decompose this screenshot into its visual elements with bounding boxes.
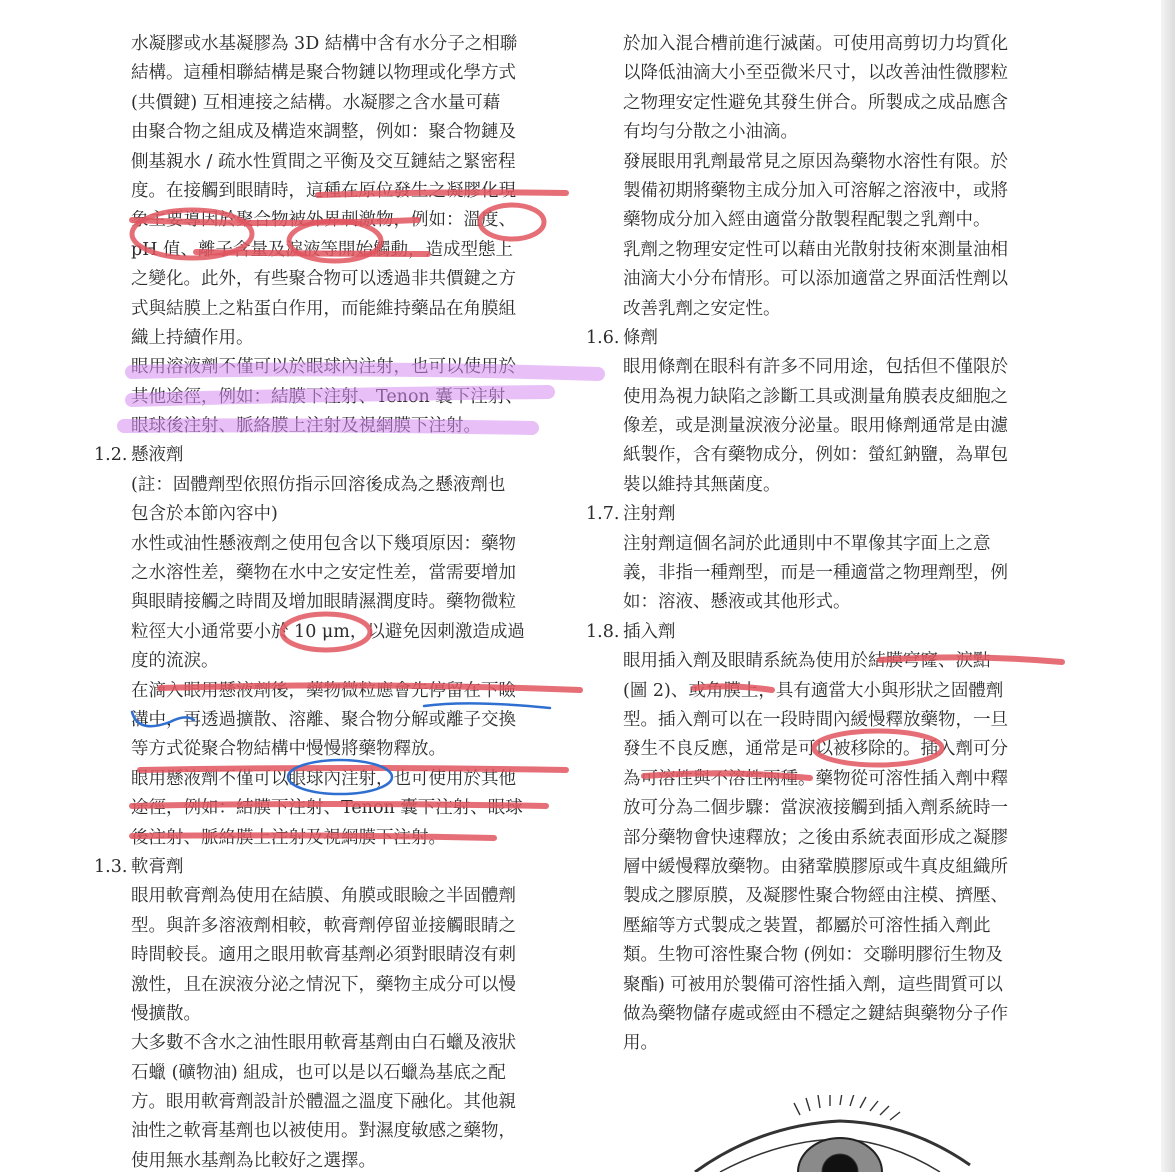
- text-line: 眼球後注射、脈絡膜上注射及視網膜下注射。: [131, 416, 481, 437]
- text-line: 後注射、脈絡膜上注射及視網膜下注射。: [131, 827, 446, 848]
- text-line: (註：固體劑型依照仿指示回溶後成為之懸液劑也: [131, 474, 506, 495]
- section-title: 條劑: [623, 327, 658, 348]
- right-column: [586, 30, 1046, 1059]
- text-line: (共價鍵) 互相連接之結構。水凝膠之含水量可藉: [131, 92, 501, 113]
- text-line: 粒徑大小通常要小於 10 μm，以避免因刺激造成過: [131, 621, 525, 642]
- text-line: 做為藥物儲存處或經由不穩定之鍵結與藥物分子作: [623, 1003, 1008, 1024]
- text-line: 於加入混合槽前進行滅菌。可使用高剪切力均質化: [623, 34, 1008, 54]
- text-line: 如：溶液、懸液或其他形式。: [623, 592, 851, 613]
- text-line: 之變化。此外，有些聚合物可以透過非共價鍵之方: [131, 269, 516, 290]
- text-line: 等方式從聚合物結構中慢慢將藥物釋放。: [131, 739, 446, 760]
- section-title: 注射劑: [623, 504, 676, 525]
- text-line: 途徑，例如：結膜下注射、Tenon 囊下注射、眼球: [131, 798, 523, 819]
- text-line: 眼用插入劑及眼睛系統為使用於結膜穹窿、淚點: [623, 651, 991, 672]
- text-line: 眼用溶液劑不僅可以於眼球內注射，也可以使用於: [131, 357, 516, 378]
- text-line: 側基親水 / 疏水性質間之平衡及交互鏈結之緊密程: [131, 151, 516, 172]
- section-number: 1.7.: [586, 504, 620, 525]
- text-line: 紙製作，含有藥物成分，例如：螢紅鈉鹽，為單包: [623, 445, 1008, 466]
- text-line: 油性之軟膏基劑也以被使用。對濕度敏感之藥物，: [131, 1121, 516, 1142]
- text-line: 油滴大小分布情形。可以添加適當之界面活性劑以: [623, 269, 1008, 290]
- text-line: 織上持續作用。: [131, 327, 254, 348]
- text-line: 眼用懸液劑不僅可以眼球內注射，也可使用於其他: [131, 768, 516, 789]
- text-line: 在滴入眼用懸液劑後，藥物微粒應會先停留在下瞼: [131, 680, 516, 701]
- text-line: 式與結膜上之粘蛋白作用，而能維持藥品在角膜組: [131, 298, 516, 319]
- text-line: 時間較長。適用之眼用軟膏基劑必須對眼睛沒有刺: [131, 945, 516, 966]
- text-line: pH 值、離子含量及淚液等開始觸動，造成型態上: [131, 239, 514, 260]
- eye-illustration-icon: [690, 1095, 990, 1172]
- text-line: (圖 2)、或角膜上，具有適當大小與形狀之固體劑: [623, 680, 1004, 701]
- text-line: 使用無水基劑為比較好之選擇。: [131, 1150, 376, 1171]
- text-line: 象主要導因於聚合物被外界刺激物，例如：溫度、: [131, 210, 516, 231]
- section-number: 1.6.: [586, 327, 620, 348]
- text-line: 層中緩慢釋放藥物。由豬鞏膜膠原或牛真皮組織所: [623, 856, 1008, 877]
- text-line: 有均勻分散之小油滴。: [623, 122, 798, 143]
- text-line: 激性，且在淚液分泌之情況下，藥物主成分可以慢: [131, 974, 516, 995]
- text-line: 製成之膠原膜，及凝膠性聚合物經由注模、擠壓、: [623, 886, 1008, 907]
- section-heading: [586, 324, 1046, 353]
- text-line: 水凝膠或水基凝膠為 3D 結構中含有水分子之相聯: [131, 34, 518, 54]
- text-line: 壓縮等方式製成之裝置，都屬於可溶性插入劑此: [623, 915, 991, 936]
- text-line: 之物理安定性避免其發生併合。所製成之成品應含: [623, 92, 1008, 113]
- section-heading: [586, 500, 1046, 529]
- text-line: 眼用軟膏劑為使用在結膜、角膜或眼瞼之半固體劑: [131, 886, 516, 907]
- text-line: 義，非指一種劑型，而是一種適當之物理劑型，例: [623, 563, 1008, 584]
- text-line: 結構。這種相聯結構是聚合物鏈以物理或化學方式: [131, 63, 516, 84]
- text-line: 乳劑之物理安定性可以藉由光散射技術來測量油相: [623, 239, 1008, 260]
- section-heading: [94, 441, 554, 470]
- text-line: 注射劑這個名詞於此通則中不單像其字面上之意: [623, 533, 991, 554]
- text-line: 溝中，再透過擴散、溶離、聚合物分解或離子交換: [131, 709, 516, 730]
- text-line: 部分藥物會快速釋放；之後由系統表面形成之凝膠: [623, 827, 1008, 848]
- text-line: 聚酯) 可被用於製備可溶性插入劑，這些間質可以: [623, 974, 1003, 995]
- section-number: 1.3.: [94, 856, 128, 877]
- text-line: 大多數不含水之油性眼用軟膏基劑由白石蠟及液狀: [131, 1033, 516, 1054]
- text-line: 製備初期將藥物主成分加入可溶解之溶液中，或將: [623, 180, 1008, 201]
- text-line: 改善乳劑之安定性。: [623, 298, 781, 319]
- text-line: 由聚合物之組成及構造來調整，例如：聚合物鏈及: [131, 122, 516, 143]
- page-edge-shadow: [1161, 0, 1175, 1172]
- section-title: 軟膏劑: [131, 856, 184, 877]
- text-line: 水性或油性懸液劑之使用包含以下幾項原因：藥物: [131, 533, 516, 554]
- section-title: 懸液劑: [131, 445, 184, 466]
- section-number: 1.8.: [586, 621, 620, 642]
- text-line: 發生不良反應，通常是可以被移除的。插入劑可分: [623, 739, 1008, 760]
- section-heading: [586, 618, 1046, 647]
- text-line: 發展眼用乳劑最常見之原因為藥物水溶性有限。於: [623, 151, 1008, 172]
- left-column: [94, 30, 554, 1176]
- text-line: 度的流淚。: [131, 651, 219, 672]
- text-line: 與眼睛接觸之時間及增加眼睛濕潤度時。藥物微粒: [131, 592, 516, 613]
- text-line: 以降低油滴大小至亞微米尺寸，以改善油性微膠粒: [623, 63, 1008, 84]
- text-line: 型。與許多溶液劑相較，軟膏劑停留並接觸眼睛之: [131, 915, 516, 936]
- text-line: 為可溶性與不溶性兩種。藥物從可溶性插入劑中釋: [623, 768, 1008, 789]
- text-line: 之水溶性差，藥物在水中之安定性差，當需要增加: [131, 563, 516, 584]
- text-line: 其他途徑，例如：結膜下注射、Tenon 囊下注射、: [131, 386, 523, 407]
- text-line: 方。眼用軟膏劑設計於體溫之溫度下融化。其他親: [131, 1092, 516, 1113]
- text-line: 型。插入劑可以在一段時間內緩慢釋放藥物，一旦: [623, 709, 1008, 730]
- text-line: 眼用條劑在眼科有許多不同用途，包括但不僅限於: [623, 357, 1008, 378]
- section-number: 1.2.: [94, 445, 128, 466]
- text-line: 石蠟 (礦物油) 組成，也可以是以石蠟為基底之配: [131, 1062, 506, 1083]
- text-line: 像差，或是測量淚液分泌量。眼用條劑通常是由濾: [623, 416, 1008, 437]
- section-title: 插入劑: [623, 621, 676, 642]
- text-line: 放可分為二個步驟：當淚液接觸到插入劑系統時一: [623, 798, 1008, 819]
- text-line: 類。生物可溶性聚合物 (例如：交聯明膠衍生物及: [623, 945, 1003, 966]
- text-line: 藥物成分加入經由適當分散製程配製之乳劑中。: [623, 210, 991, 231]
- text-line: 度。在接觸到眼睛時，這種在原位發生之凝膠化現: [131, 180, 516, 201]
- section-heading: [94, 853, 554, 882]
- text-line: 包含於本節內容中): [131, 504, 278, 525]
- text-line: 裝以維持其無菌度。: [623, 474, 781, 495]
- text-line: 用。: [623, 1033, 658, 1054]
- text-line: 使用為視力缺陷之診斷工具或測量角膜表皮細胞之: [623, 386, 1008, 407]
- text-line: 慢擴散。: [131, 1003, 201, 1024]
